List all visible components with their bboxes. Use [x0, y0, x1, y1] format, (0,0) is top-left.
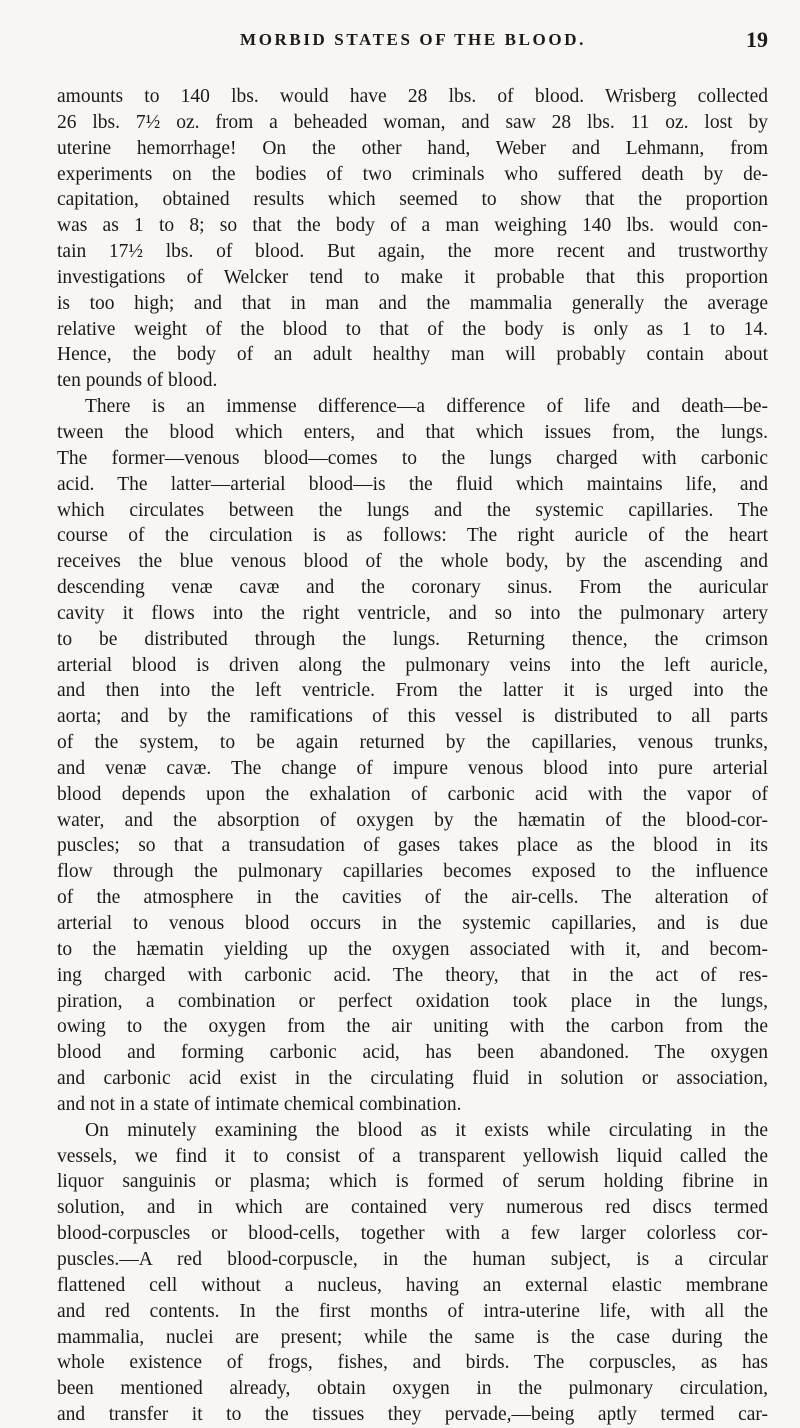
text-line: been mentioned already, obtain oxygen in the pulmonary circulation, [57, 1378, 768, 1400]
text-line: cavity it flows into the right ventricle, and so into the pulmonary artery [57, 602, 768, 624]
text-line: blood-corpuscles or blood-cells, together with a few larger colorless cor- [57, 1223, 768, 1245]
text-line: vessels, we find it to consist of a transparent yellowish liquid called the [57, 1145, 768, 1167]
text-line: solution, and in which are contained very numerous red discs termed [57, 1197, 768, 1219]
text-line: whole existence of frogs, fishes, and birds. The corpuscles, as has [57, 1352, 768, 1374]
text-line: mammalia, nuclei are present; while the same is the case during the [57, 1326, 768, 1348]
text-line: and red contents. In the first months of intra-uterine life, with all the [57, 1300, 768, 1322]
text-line: aorta; and by the ramifications of this vessel is distributed to all parts [57, 706, 768, 728]
text-line: investigations of Welcker tend to make it probable that this proportion [57, 266, 768, 288]
text-line: puscles; so that a transudation of gases takes place as the blood in its [57, 835, 768, 857]
text-line: and not in a state of intimate chemical combination. [57, 1093, 462, 1115]
text-line: blood depends upon the exhalation of carbonic acid with the vapor of [57, 783, 768, 805]
text-line: descending venæ cavæ and the coronary sinus. From the auricular [57, 577, 768, 599]
text-line: was as 1 to 8; so that the body of a man weighing 140 lbs. would con- [57, 215, 768, 237]
text-line: and carbonic acid exist in the circulating fluid in solution or association, [57, 1068, 768, 1090]
text-line: owing to the oxygen from the air uniting with the carbon from the [57, 1016, 768, 1038]
running-title: MORBID STATES OF THE BLOOD. [240, 30, 586, 49]
paragraph [57, 84, 768, 394]
text-line: On minutely examining the blood as it exists while circulating in the [85, 1119, 768, 1141]
text-line: experiments on the bodies of two criminals who suffered death by de- [57, 163, 768, 185]
text-line: flow through the pulmonary capillaries becomes exposed to the influence [57, 861, 768, 883]
text-line: is too high; and that in man and the mammalia generally the average [57, 292, 768, 314]
text-line: to be distributed through the lungs. Returning thence, the crimson [57, 628, 768, 650]
text-line: and then into the left ventricle. From the latter it is urged into the [57, 680, 768, 702]
text-line: ing charged with carbonic acid. The theory, that in the act of res- [57, 964, 768, 986]
text-line: tain 17½ lbs. of blood. But again, the more recent and trustworthy [57, 241, 768, 263]
text-line: amounts to 140 lbs. would have 28 lbs. of blood. Wrisberg collected [57, 86, 768, 107]
page-number: 19 [746, 27, 768, 52]
text-line: relative weight of the blood to that of the body is only as 1 to 14. [57, 318, 768, 340]
text-line: flattened cell without a nucleus, having an external elastic membrane [57, 1274, 768, 1296]
text-line: to the hæmatin yielding up the oxygen associated with it, and becom- [57, 938, 768, 960]
text-line: tween the blood which enters, and that which issues from, the lungs. [57, 421, 768, 443]
text-line: course of the circulation is as follows: The right auricle of the heart [57, 525, 768, 547]
text-line: of the atmosphere in the cavities of the air-cells. The alteration of [57, 887, 768, 909]
text-line: uterine hemorrhage! On the other hand, Weber and Lehmann, from [57, 137, 768, 159]
text-line: of the system, to be again returned by the capillaries, venous trunks, [57, 732, 768, 754]
text-line: arterial to venous blood occurs in the systemic capillaries, and is due [57, 913, 768, 934]
text-line: which circulates between the lungs and the systemic capillaries. The [57, 499, 768, 521]
text-line: receives the blue venous blood of the whole body, by the ascending and [57, 551, 768, 573]
text-line: arterial blood is driven along the pulmonary veins into the left auricle, [57, 654, 768, 676]
text-line: liquor sanguinis or plasma; which is formed of serum holding fibrine in [57, 1171, 768, 1193]
text-line: capitation, obtained results which seemed to show that the proportion [57, 189, 768, 211]
text-line: blood and forming carbonic acid, has been abandoned. The oxygen [57, 1042, 768, 1064]
text-line: and transfer it to the tissues they pervade,—being aptly termed car- [57, 1404, 768, 1426]
text-line: ten pounds of blood. [57, 370, 218, 392]
paragraph [57, 394, 768, 1118]
text-line: Hence, the body of an adult healthy man will probably contain about [57, 344, 768, 366]
text-line: piration, a combination or perfect oxidation took place in the lungs, [57, 990, 768, 1012]
text-line: acid. The latter—arterial blood—is the fluid which maintains life, and [57, 473, 768, 495]
text-line: There is an immense difference—a difference of life and death—be- [85, 396, 768, 418]
paragraph [57, 1118, 768, 1428]
body-text [57, 84, 768, 1428]
text-line: water, and the absorption of oxygen by the hæmatin of the blood-cor- [57, 809, 768, 831]
text-line: and venæ cavæ. The change of impure venous blood into pure arterial [57, 757, 768, 779]
running-head [58, 27, 768, 58]
text-line: The former—venous blood—comes to the lungs charged with carbonic [57, 447, 768, 469]
text-line: puscles.—A red blood-corpuscle, in the human subject, is a circular [57, 1248, 768, 1270]
text-line: 26 lbs. 7½ oz. from a beheaded woman, and saw 28 lbs. 11 oz. lost by [57, 111, 768, 133]
